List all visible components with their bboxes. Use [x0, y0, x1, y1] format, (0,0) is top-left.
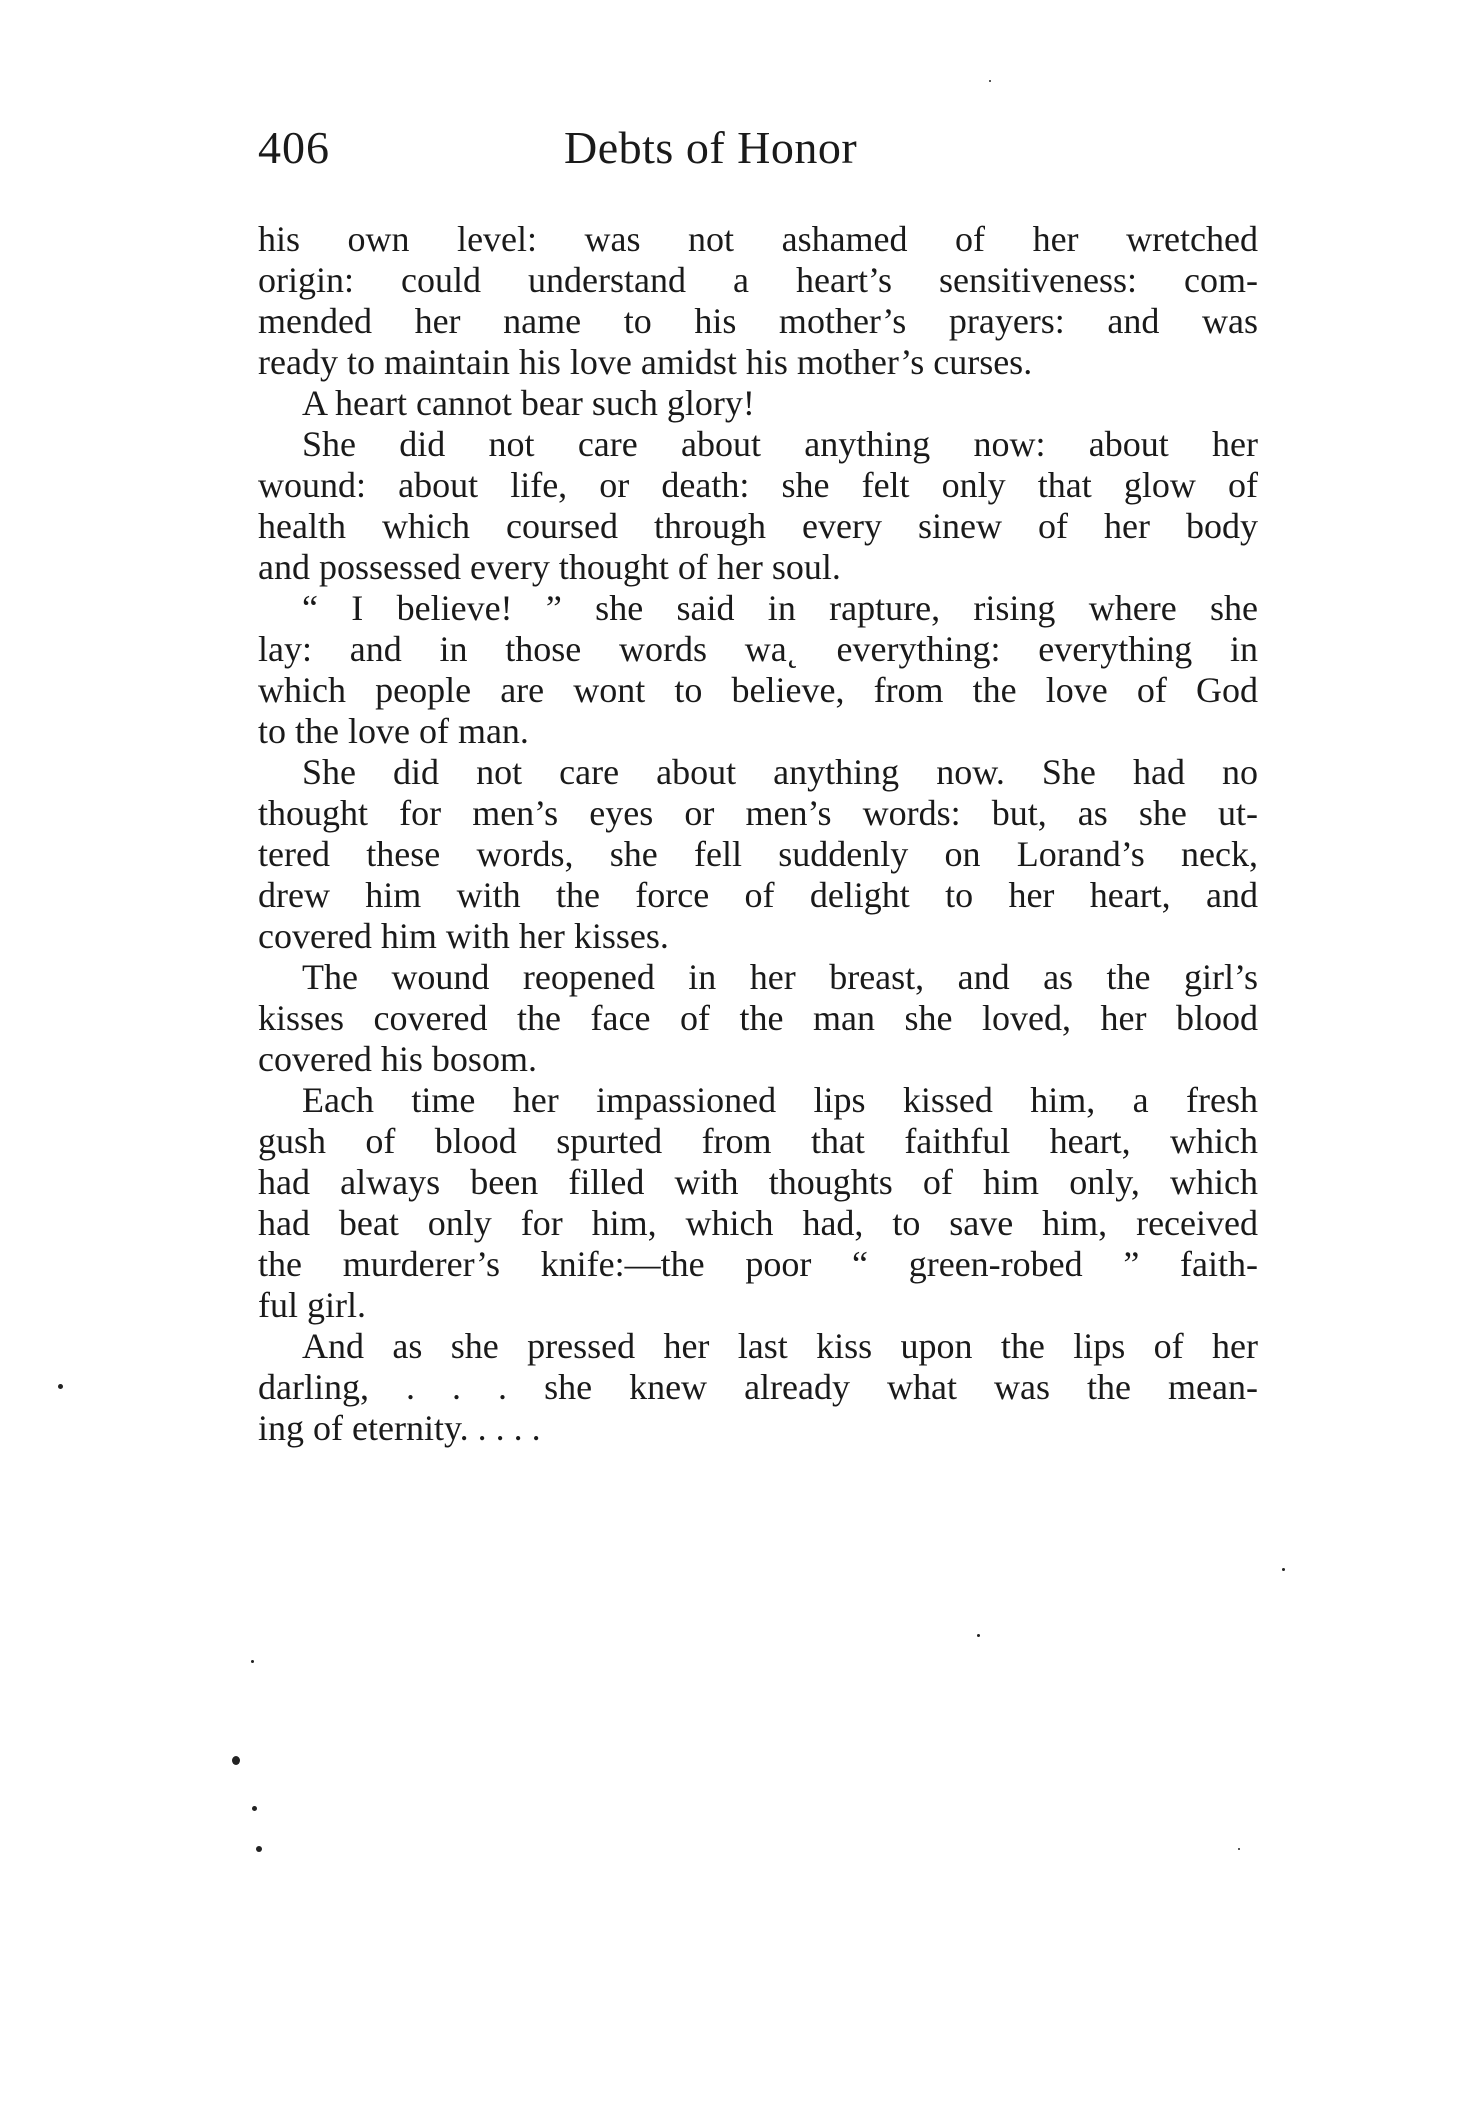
- text-line: ing of eternity. . . . .: [258, 1408, 541, 1448]
- text-line: his own level: was not ashamed of her wretched: [258, 219, 1258, 259]
- scan-speck: [232, 1756, 240, 1765]
- scan-speck: [989, 80, 991, 82]
- paragraph-start-line: “ I believe! ” she said in rapture, rising where she: [302, 588, 1258, 628]
- paragraph-start-line: And as she pressed her last kiss upon the lips of her: [302, 1326, 1258, 1366]
- text-line: ready to maintain his love amidst his mother’s curses.: [258, 342, 1033, 382]
- running-title: Debts of Honor: [564, 122, 858, 173]
- text-line: wound: about life, or death: she felt only that glow of: [258, 465, 1258, 505]
- scan-speck: [251, 1660, 254, 1663]
- scan-speck: [252, 1806, 257, 1811]
- text-line: gush of blood spurted from that faithful heart, which: [258, 1121, 1258, 1161]
- scan-speck: [977, 1634, 980, 1637]
- scan-speck: [1238, 1848, 1240, 1850]
- body-text: [258, 219, 1258, 1449]
- text-line: darling, . . . she knew already what was the mean-: [258, 1367, 1258, 1407]
- text-line: lay: and in those words wa˛ everything: everything in: [258, 629, 1258, 669]
- text-line: kisses covered the face of the man she loved, her blood: [258, 998, 1258, 1038]
- paragraph-start-line: Each time her impassioned lips kissed him, a fresh: [302, 1080, 1258, 1120]
- text-line: had beat only for him, which had, to save him, received: [258, 1203, 1258, 1243]
- text-line: the murderer’s knife:—the poor “ green-robed ” faith-: [258, 1244, 1258, 1284]
- text-line: drew him with the force of delight to her heart, and: [258, 875, 1258, 915]
- text-line: ful girl.: [258, 1285, 366, 1325]
- text-line: mended her name to his mother’s prayers: and was: [258, 301, 1258, 341]
- text-line: health which coursed through every sinew of her body: [258, 506, 1258, 546]
- text-line: which people are wont to believe, from the love of God: [258, 670, 1258, 710]
- text-line: thought for men’s eyes or men’s words: but, as she ut-: [258, 793, 1258, 833]
- text-line: origin: could understand a heart’s sensitiveness: com-: [258, 260, 1258, 300]
- paragraph-start-line: She did not care about anything now. She had no: [302, 752, 1258, 792]
- running-head: [258, 118, 1258, 178]
- paragraph-start-line: The wound reopened in her breast, and as the girl’s: [302, 957, 1258, 997]
- scan-speck: [1282, 1568, 1285, 1571]
- text-line: tered these words, she fell suddenly on Lorand’s neck,: [258, 834, 1258, 874]
- page-number: 406: [258, 122, 330, 173]
- text-line: and possessed every thought of her soul.: [258, 547, 841, 587]
- text-line: covered his bosom.: [258, 1039, 537, 1079]
- text-line: had always been filled with thoughts of him only, which: [258, 1162, 1258, 1202]
- paragraph-start-line: She did not care about anything now: about her: [302, 424, 1258, 464]
- paragraph-start-line: A heart cannot bear such glory!: [302, 383, 755, 423]
- scan-speck: [58, 1384, 63, 1389]
- text-line: covered him with her kisses.: [258, 916, 669, 956]
- text-line: to the love of man.: [258, 711, 529, 751]
- scan-speck: [256, 1846, 262, 1852]
